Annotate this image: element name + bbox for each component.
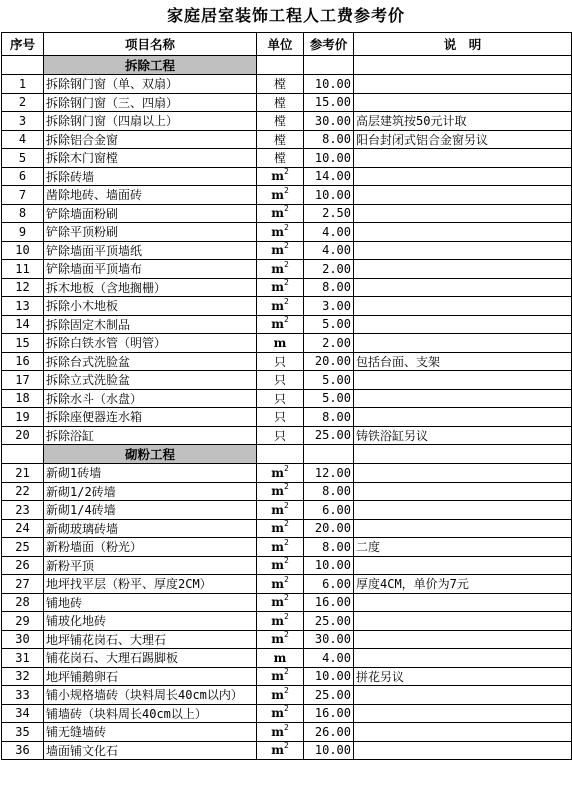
unit: $m^2$ bbox=[257, 464, 304, 483]
unit: m bbox=[257, 334, 304, 353]
row-number: 27 bbox=[2, 575, 44, 594]
price: 10.00 bbox=[304, 556, 354, 575]
note bbox=[354, 704, 572, 723]
unit: m bbox=[257, 649, 304, 668]
unit: $m^2$ bbox=[257, 204, 304, 223]
item-name: 铺墙砖（块料周长40cm以上） bbox=[44, 704, 257, 723]
price-table bbox=[1, 32, 572, 760]
section-title: 拆除工程 bbox=[44, 56, 257, 75]
item-name: 新粉墙面（粉光） bbox=[44, 538, 257, 557]
unit: $m^2$ bbox=[257, 741, 304, 760]
row-number: 14 bbox=[2, 315, 44, 334]
table-row bbox=[2, 408, 572, 427]
item-name: 铺小规格墙砖（块料周长40cm以内） bbox=[44, 686, 257, 705]
note bbox=[354, 630, 572, 649]
unit: $m^2$ bbox=[257, 297, 304, 316]
item-name: 拆除白铁水管（明管） bbox=[44, 334, 257, 353]
row-number: 10 bbox=[2, 241, 44, 260]
section-empty-cell bbox=[304, 56, 354, 75]
header-row bbox=[2, 33, 572, 56]
item-name: 拆除立式洗脸盆 bbox=[44, 371, 257, 390]
item-name: 新砌1/2砖墙 bbox=[44, 482, 257, 501]
price: 8.00 bbox=[304, 408, 354, 427]
table-row bbox=[2, 464, 572, 483]
item-name: 铲除墙面平顶墙布 bbox=[44, 260, 257, 279]
row-number: 24 bbox=[2, 519, 44, 538]
price: 8.00 bbox=[304, 278, 354, 297]
row-number: 12 bbox=[2, 278, 44, 297]
unit: $m^2$ bbox=[257, 538, 304, 557]
note bbox=[354, 741, 572, 760]
row-number: 36 bbox=[2, 741, 44, 760]
row-number: 3 bbox=[2, 112, 44, 131]
unit: 只 bbox=[257, 408, 304, 427]
row-number: 15 bbox=[2, 334, 44, 353]
note bbox=[354, 186, 572, 205]
header-unit: 单位 bbox=[257, 33, 304, 56]
table-row bbox=[2, 667, 572, 686]
table-row bbox=[2, 519, 572, 538]
unit: $m^2$ bbox=[257, 667, 304, 686]
table-row bbox=[2, 612, 572, 631]
table-row bbox=[2, 75, 572, 94]
table-row bbox=[2, 538, 572, 557]
section-row bbox=[2, 445, 572, 464]
item-name: 墙面铺文化石 bbox=[44, 741, 257, 760]
item-name: 拆除木门窗樘 bbox=[44, 149, 257, 168]
table-row bbox=[2, 501, 572, 520]
note bbox=[354, 501, 572, 520]
row-number: 16 bbox=[2, 352, 44, 371]
price: 3.00 bbox=[304, 297, 354, 316]
unit: $m^2$ bbox=[257, 686, 304, 705]
item-name: 铺玻化地砖 bbox=[44, 612, 257, 631]
unit: 只 bbox=[257, 352, 304, 371]
row-number: 20 bbox=[2, 426, 44, 445]
price: 8.00 bbox=[304, 130, 354, 149]
item-name: 拆除台式洗脸盆 bbox=[44, 352, 257, 371]
unit: $m^2$ bbox=[257, 482, 304, 501]
price: 25.00 bbox=[304, 426, 354, 445]
table-row bbox=[2, 686, 572, 705]
section-row bbox=[2, 56, 572, 75]
unit: $m^2$ bbox=[257, 260, 304, 279]
price: 8.00 bbox=[304, 482, 354, 501]
item-name: 拆除铝合金窗 bbox=[44, 130, 257, 149]
price: 26.00 bbox=[304, 723, 354, 742]
unit: $m^2$ bbox=[257, 241, 304, 260]
table-row bbox=[2, 575, 572, 594]
price: 12.00 bbox=[304, 464, 354, 483]
table-row bbox=[2, 186, 572, 205]
table-row bbox=[2, 723, 572, 742]
row-number: 7 bbox=[2, 186, 44, 205]
unit: 樘 bbox=[257, 130, 304, 149]
header-no: 序号 bbox=[2, 33, 44, 56]
unit: $m^2$ bbox=[257, 223, 304, 242]
row-number: 9 bbox=[2, 223, 44, 242]
note bbox=[354, 315, 572, 334]
table-row bbox=[2, 112, 572, 131]
section-empty-cell bbox=[257, 445, 304, 464]
note bbox=[354, 556, 572, 575]
price: 5.00 bbox=[304, 389, 354, 408]
unit: 只 bbox=[257, 426, 304, 445]
note: 拼花另议 bbox=[354, 667, 572, 686]
table-row bbox=[2, 278, 572, 297]
item-name: 凿除地砖、墙面砖 bbox=[44, 186, 257, 205]
row-number: 4 bbox=[2, 130, 44, 149]
row-number: 30 bbox=[2, 630, 44, 649]
unit: $m^2$ bbox=[257, 723, 304, 742]
price: 2.00 bbox=[304, 334, 354, 353]
table-row bbox=[2, 241, 572, 260]
note bbox=[354, 408, 572, 427]
price: 16.00 bbox=[304, 704, 354, 723]
note bbox=[354, 686, 572, 705]
table-row bbox=[2, 556, 572, 575]
note bbox=[354, 464, 572, 483]
item-name: 地坪铺鹅卵石 bbox=[44, 667, 257, 686]
section-empty-cell bbox=[304, 445, 354, 464]
row-number: 13 bbox=[2, 297, 44, 316]
note bbox=[354, 167, 572, 186]
item-name: 拆除水斗（水盘） bbox=[44, 389, 257, 408]
table-row bbox=[2, 649, 572, 668]
note bbox=[354, 93, 572, 112]
row-number: 6 bbox=[2, 167, 44, 186]
row-number: 2 bbox=[2, 93, 44, 112]
note bbox=[354, 612, 572, 631]
unit: $m^2$ bbox=[257, 501, 304, 520]
price: 4.00 bbox=[304, 223, 354, 242]
row-number: 23 bbox=[2, 501, 44, 520]
row-number: 19 bbox=[2, 408, 44, 427]
row-number: 21 bbox=[2, 464, 44, 483]
row-number: 33 bbox=[2, 686, 44, 705]
table-row bbox=[2, 389, 572, 408]
section-no-cell bbox=[2, 56, 44, 75]
row-number: 26 bbox=[2, 556, 44, 575]
table-row bbox=[2, 93, 572, 112]
row-number: 18 bbox=[2, 389, 44, 408]
price: 20.00 bbox=[304, 519, 354, 538]
note bbox=[354, 371, 572, 390]
table-row bbox=[2, 482, 572, 501]
item-name: 拆除小木地板 bbox=[44, 297, 257, 316]
price: 2.50 bbox=[304, 204, 354, 223]
unit: 只 bbox=[257, 389, 304, 408]
row-number: 31 bbox=[2, 649, 44, 668]
header-item-name: 项目名称 bbox=[44, 33, 257, 56]
item-name: 新砌玻璃砖墙 bbox=[44, 519, 257, 538]
section-title: 砌粉工程 bbox=[44, 445, 257, 464]
price: 20.00 bbox=[304, 352, 354, 371]
note bbox=[354, 519, 572, 538]
note bbox=[354, 649, 572, 668]
row-number: 5 bbox=[2, 149, 44, 168]
row-number: 35 bbox=[2, 723, 44, 742]
table-row bbox=[2, 593, 572, 612]
section-no-cell bbox=[2, 445, 44, 464]
table-row bbox=[2, 741, 572, 760]
note: 包括台面、支架 bbox=[354, 352, 572, 371]
table-row bbox=[2, 130, 572, 149]
item-name: 铺无缝墙砖 bbox=[44, 723, 257, 742]
unit: 樘 bbox=[257, 149, 304, 168]
page-title: 家庭居室装饰工程人工费参考价 bbox=[166, 6, 405, 25]
unit: 樘 bbox=[257, 75, 304, 94]
price: 30.00 bbox=[304, 112, 354, 131]
table-row bbox=[2, 223, 572, 242]
section-empty-cell bbox=[354, 445, 572, 464]
unit: $m^2$ bbox=[257, 575, 304, 594]
unit: $m^2$ bbox=[257, 612, 304, 631]
price: 10.00 bbox=[304, 667, 354, 686]
note bbox=[354, 334, 572, 353]
note bbox=[354, 149, 572, 168]
row-number: 22 bbox=[2, 482, 44, 501]
table-row bbox=[2, 630, 572, 649]
header-note: 说 明 bbox=[354, 33, 572, 56]
price: 10.00 bbox=[304, 149, 354, 168]
item-name: 铲除平顶粉刷 bbox=[44, 223, 257, 242]
row-number: 25 bbox=[2, 538, 44, 557]
table-row bbox=[2, 426, 572, 445]
table-row bbox=[2, 297, 572, 316]
table-row bbox=[2, 149, 572, 168]
item-name: 铺花岗石、大理石踢脚板 bbox=[44, 649, 257, 668]
item-name: 拆除钢门窗（三、四扇） bbox=[44, 93, 257, 112]
table-row bbox=[2, 315, 572, 334]
item-name: 新砌1砖墙 bbox=[44, 464, 257, 483]
price: 5.00 bbox=[304, 371, 354, 390]
row-number: 34 bbox=[2, 704, 44, 723]
item-name: 新砌1/4砖墙 bbox=[44, 501, 257, 520]
row-number: 32 bbox=[2, 667, 44, 686]
price: 30.00 bbox=[304, 630, 354, 649]
item-name: 地坪铺花岗石、大理石 bbox=[44, 630, 257, 649]
unit: 樘 bbox=[257, 112, 304, 131]
price: 4.00 bbox=[304, 241, 354, 260]
unit: $m^2$ bbox=[257, 704, 304, 723]
unit: 只 bbox=[257, 371, 304, 390]
note: 高层建筑按50元计取 bbox=[354, 112, 572, 131]
price: 4.00 bbox=[304, 649, 354, 668]
price: 15.00 bbox=[304, 93, 354, 112]
unit: $m^2$ bbox=[257, 519, 304, 538]
note: 二度 bbox=[354, 538, 572, 557]
item-name: 铲除墙面平顶墙纸 bbox=[44, 241, 257, 260]
note bbox=[354, 241, 572, 260]
row-number: 29 bbox=[2, 612, 44, 631]
header-price: 参考价 bbox=[304, 33, 354, 56]
note: 阳台封闭式铝合金窗另议 bbox=[354, 130, 572, 149]
note bbox=[354, 389, 572, 408]
note bbox=[354, 593, 572, 612]
row-number: 1 bbox=[2, 75, 44, 94]
item-name: 拆除钢门窗（四扇以上） bbox=[44, 112, 257, 131]
item-name: 拆除浴缸 bbox=[44, 426, 257, 445]
unit: $m^2$ bbox=[257, 630, 304, 649]
table-row bbox=[2, 334, 572, 353]
table-row bbox=[2, 371, 572, 390]
item-name: 地坪找平层（粉平、厚度2CM） bbox=[44, 575, 257, 594]
row-number: 28 bbox=[2, 593, 44, 612]
price: 5.00 bbox=[304, 315, 354, 334]
note bbox=[354, 75, 572, 94]
item-name: 铺地砖 bbox=[44, 593, 257, 612]
unit: $m^2$ bbox=[257, 167, 304, 186]
item-name: 拆除座便器连水箱 bbox=[44, 408, 257, 427]
table-row bbox=[2, 204, 572, 223]
table-row bbox=[2, 167, 572, 186]
note bbox=[354, 260, 572, 279]
note: 铸铁浴缸另议 bbox=[354, 426, 572, 445]
price: 10.00 bbox=[304, 186, 354, 205]
table-row bbox=[2, 260, 572, 279]
price: 25.00 bbox=[304, 612, 354, 631]
table-row bbox=[2, 352, 572, 371]
unit: $m^2$ bbox=[257, 556, 304, 575]
note bbox=[354, 204, 572, 223]
unit: 樘 bbox=[257, 93, 304, 112]
row-number: 8 bbox=[2, 204, 44, 223]
price: 14.00 bbox=[304, 167, 354, 186]
note bbox=[354, 297, 572, 316]
item-name: 新粉平顶 bbox=[44, 556, 257, 575]
note bbox=[354, 723, 572, 742]
price: 10.00 bbox=[304, 741, 354, 760]
section-empty-cell bbox=[257, 56, 304, 75]
item-name: 拆除钢门窗（单、双扇） bbox=[44, 75, 257, 94]
table-body bbox=[2, 56, 572, 760]
note bbox=[354, 223, 572, 242]
unit: $m^2$ bbox=[257, 278, 304, 297]
row-number: 11 bbox=[2, 260, 44, 279]
item-name: 铲除墙面粉刷 bbox=[44, 204, 257, 223]
table-row bbox=[2, 704, 572, 723]
price: 2.00 bbox=[304, 260, 354, 279]
item-name: 拆除砖墙 bbox=[44, 167, 257, 186]
note: 厚度4CM，单价为7元 bbox=[354, 575, 572, 594]
item-name: 拆除固定木制品 bbox=[44, 315, 257, 334]
price: 6.00 bbox=[304, 501, 354, 520]
price: 25.00 bbox=[304, 686, 354, 705]
item-name: 拆木地板（含地搁栅） bbox=[44, 278, 257, 297]
price: 8.00 bbox=[304, 538, 354, 557]
unit: $m^2$ bbox=[257, 186, 304, 205]
price: 16.00 bbox=[304, 593, 354, 612]
row-number: 17 bbox=[2, 371, 44, 390]
unit: $m^2$ bbox=[257, 315, 304, 334]
price: 10.00 bbox=[304, 75, 354, 94]
price: 6.00 bbox=[304, 575, 354, 594]
note bbox=[354, 482, 572, 501]
note bbox=[354, 278, 572, 297]
unit: $m^2$ bbox=[257, 593, 304, 612]
section-empty-cell bbox=[354, 56, 572, 75]
